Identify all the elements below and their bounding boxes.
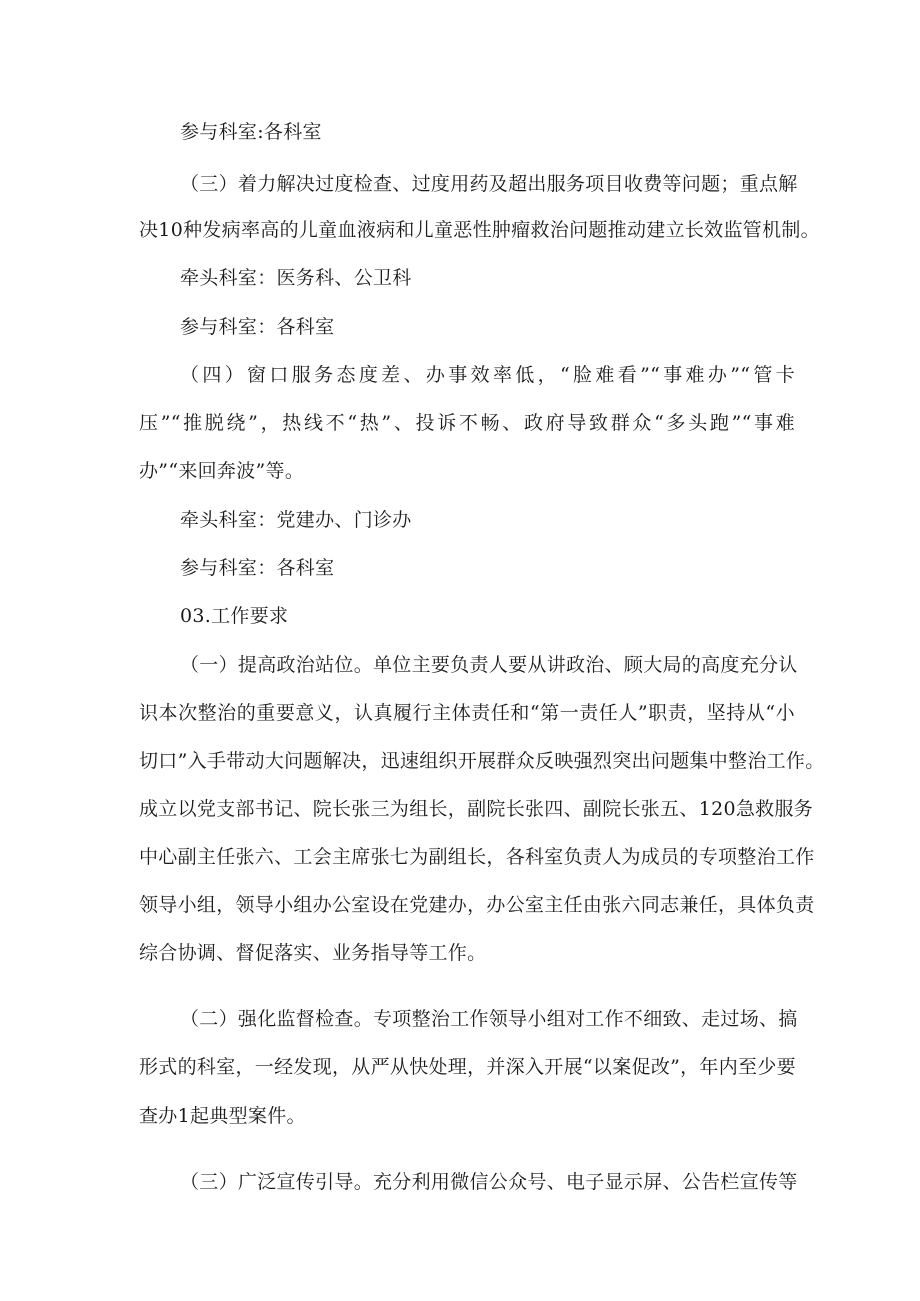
lead-dept-4: 牵头科室：党建办、门诊办	[180, 509, 412, 531]
lead-dept-3: 牵头科室：医务科、公卫科	[180, 267, 412, 289]
participating-dept-4: 参与科室：各科室	[180, 557, 335, 579]
req-1-line-3: 切口”入手带动大问题解决，迅速组织开展群众反映强烈突出问题集中整治工作。	[139, 750, 825, 772]
item-3-line-2: 决10种发病率高的儿童血液病和儿童恶性肿瘤救治问题推动建立长效监管机制。	[139, 219, 820, 241]
req-1-line-6: 领导小组，领导小组办公室设在党建办，办公室主任由张六同志兼任，具体负责	[139, 894, 815, 916]
req-2-line-3: 查办1起典型案件。	[139, 1105, 306, 1127]
item-4-line-2: 压”“推脱绕”，热线不“热”、投诉不畅、政府导致群众“多头跑”“事难	[139, 412, 795, 434]
participating-dept-3: 参与科室：各科室	[180, 316, 335, 338]
req-1-line-2: 识本次整治的重要意义，认真履行主体责任和“第一责任人”职责，坚持从“小	[139, 702, 795, 724]
req-2-line-2: 形式的科室，一经发现，从严从快处理，并深入开展“以案促改”，年内至少要	[139, 1056, 796, 1078]
req-1-line-5: 中心副主任张六、工会主席张七为副组长，各科室负责人为成员的专项整治工作	[139, 846, 815, 868]
req-1-line-1: （一）提高政治站位。单位主要负责人要从讲政治、顾大局的高度充分认	[180, 654, 798, 676]
section-heading-work-requirements: 03.工作要求	[180, 605, 289, 627]
item-4-line-3: 办”“来回奔波”等。	[139, 460, 305, 482]
participating-dept-1: 参与科室:各科室	[180, 121, 322, 143]
req-1-line-7: 综合协调、督促落实、业务指导等工作。	[139, 942, 487, 964]
item-3-line-1: （三）着力解决过度检查、过度用药及超出服务项目收费等问题；重点解	[180, 173, 798, 195]
item-4-line-1: （四）窗口服务态度差、办事效率低，“脸难看”“事难办”“管卡	[180, 364, 795, 386]
req-2-line-1: （二）强化监督检查。专项整治工作领导小组对工作不细致、走过场、搞	[180, 1008, 798, 1030]
req-3-line-1: （三）广泛宣传引导。充分利用微信公众号、电子显示屏、公告栏宣传等	[180, 1171, 798, 1193]
req-1-line-4: 成立以党支部书记、院长张三为组长，副院长张四、副院长张五、120急救服务	[139, 798, 814, 820]
